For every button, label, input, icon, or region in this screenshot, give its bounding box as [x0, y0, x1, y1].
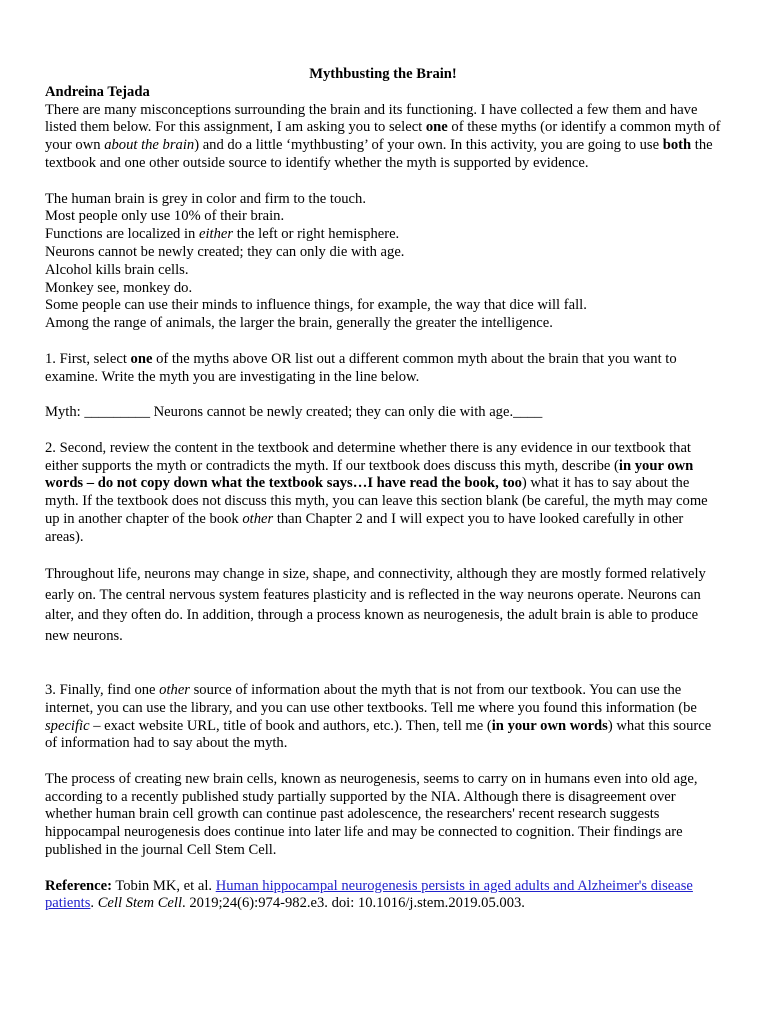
- intro-bold-both: both: [662, 137, 692, 154]
- myth-item: Alcohol kills brain cells.: [45, 261, 189, 278]
- document-title: Mythbusting the Brain!: [309, 66, 457, 82]
- spacer: [45, 547, 721, 565]
- step-text: ) what this source of information had to say about the myth.: [45, 717, 712, 752]
- author-name: Andreina Tejada: [45, 83, 150, 100]
- intro-text-2: of these myths (or identify a common myth of your own: [45, 119, 721, 154]
- step-bold: in your own words: [491, 717, 608, 734]
- intro-bold-one: one: [425, 119, 448, 136]
- reference-citation: [45, 878, 721, 914]
- myth-item: Neurons cannot be newly created; they can only die with age.: [45, 243, 405, 260]
- myth-italic: either: [199, 226, 234, 243]
- reference-label: Reference:: [45, 877, 112, 894]
- document-body: [45, 66, 721, 913]
- myth-text: the left or right hemisphere.: [233, 226, 400, 243]
- intro-italic: about the brain: [104, 137, 195, 154]
- outside-source-answer: The process of creating new brain cells, known as neurogenesis, seems to carry on in humans even into old age, according to a recently published study partially supported by the NIA. Although there is disagreement over whether human brain cell growth can continue past adolescence, the researchers' recent research suggests hippocampal neurogenesis does continue into later life and may be connected to cognition. Their findings are published in the journal Cell Stem Cell.: [45, 770, 698, 859]
- intro-text-3: ) and do a little ‘mythbusting’ of your own. In this activity, you are going to use: [194, 137, 663, 154]
- spacer: [45, 333, 721, 351]
- myth-item: The human brain is grey in color and firm to the touch.: [45, 190, 366, 207]
- step-text: of the myths above OR list out a different common myth about the brain that you want to examine. Write the myth you are investigating in the line below.: [45, 350, 677, 385]
- myth-list: [45, 191, 721, 333]
- step-italic: other: [159, 681, 190, 698]
- myth-item: Some people can use their minds to influence things, for example, the way that dice will fall.: [45, 297, 587, 314]
- step-italic: specific: [45, 717, 90, 734]
- intro-text-4: the textbook and one other outside source to identify whether the myth is supported by evidence.: [45, 137, 713, 171]
- step-text: – exact website URL, title of book and authors, etc.). Then, tell me (: [89, 717, 492, 734]
- reference-link[interactable]: Human hippocampal neurogenesis persists in aged adults and Alzheimer's disease patients: [45, 877, 693, 912]
- step-2-instructions: [45, 440, 721, 547]
- step-text: source of information about the myth that is not from our textbook. You can use the internet, you can use the library, and you can use other textbooks. Tell me where you found this information (be: [45, 681, 697, 716]
- step-bold: one: [130, 350, 153, 367]
- myth-item: Most people only use 10% of their brain.: [45, 208, 285, 225]
- spacer: [45, 646, 721, 664]
- step-italic: other: [242, 510, 274, 527]
- spacer: [45, 860, 721, 878]
- step-text: 3. Finally, find one: [45, 681, 160, 698]
- step-3-instructions: [45, 682, 721, 753]
- myth-text: Functions are localized in: [45, 226, 199, 243]
- step-text: than Chapter 2 and I will expect you to have looked carefully in other areas).: [45, 510, 684, 545]
- step-1-instructions: [45, 351, 721, 387]
- step-text: 1. First, select: [45, 350, 131, 367]
- step-text: ) what it has to say about the myth. If the textbook does not discuss this myth, you can leave this section blank (be careful, the myth may come up in another chapter of the book: [45, 475, 708, 527]
- step-text: 2. Second, review the content in the textbook and determine whether there is any evidence in our textbook that either supports the myth or contradicts the myth. If our textbook does discuss this myth, describe (: [45, 439, 691, 474]
- myth-item: Among the range of animals, the larger the brain, generally the greater the intelligence.: [45, 315, 553, 332]
- spacer: [45, 173, 721, 191]
- myth-item: Monkey see, monkey do.: [45, 279, 193, 296]
- reference-authors: Tobin MK, et al.: [111, 877, 216, 894]
- reference-journal: Cell Stem Cell: [97, 895, 183, 912]
- reference-details: . 2019;24(6):974-982.e3. doi: 10.1016/j.stem.2019.05.003.: [182, 895, 525, 912]
- intro-paragraph: [45, 102, 721, 173]
- reference-punct: .: [90, 895, 98, 912]
- spacer: [45, 422, 721, 440]
- intro-text-1: There are many misconceptions surrounding the brain and its functioning. I have collected a few them and have listed them below. For this assignment, I am asking you to select: [45, 101, 698, 136]
- myth-answer-line: Myth: _________ Neurons cannot be newly created; they can only die with age.____: [45, 404, 543, 421]
- spacer: [45, 753, 721, 771]
- myth-item: [45, 226, 721, 244]
- spacer: [45, 386, 721, 404]
- textbook-answer: Throughout life, neurons may change in size, shape, and connectivity, although they are mostly formed relatively early on. The central nervous system features plasticity and is reflected in the way neurons operate. Neurons can alter, and they often do. In addition, through a process known as neurogenesis, the adult brain is able to produce new neurons.: [45, 566, 706, 644]
- spacer: [45, 664, 721, 682]
- step-bold: in your own words – do not copy down what the textbook says…I have read the book, too: [45, 457, 694, 492]
